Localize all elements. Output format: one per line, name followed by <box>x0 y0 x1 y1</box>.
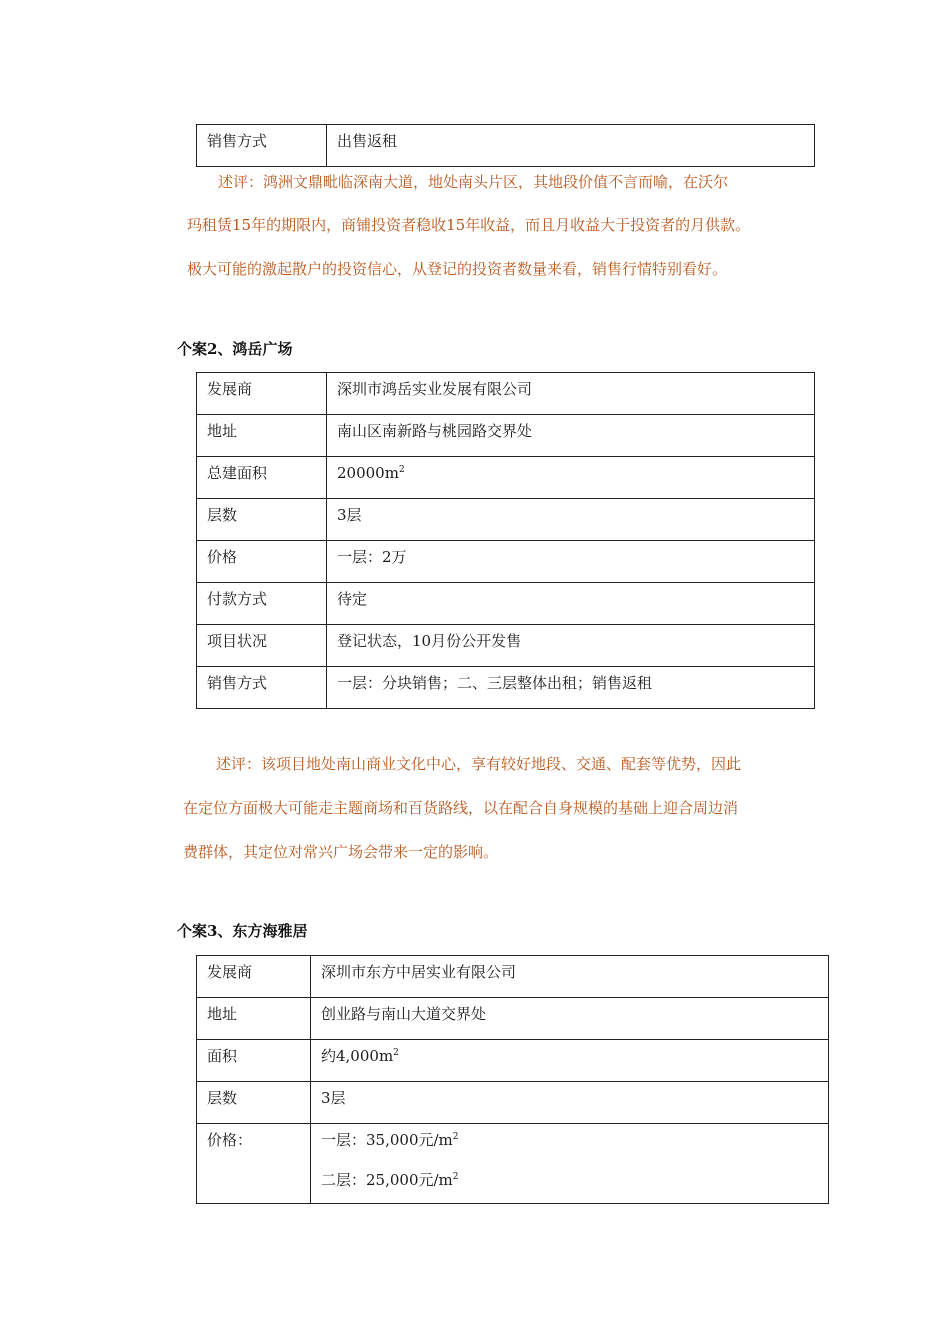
row-label: 地址 <box>197 415 327 457</box>
row-value: 南山区南新路与桃园路交界处 <box>327 415 815 457</box>
row-label: 发展商 <box>197 956 311 998</box>
row-value <box>311 1124 829 1204</box>
row-value: 深圳市鸿岳实业发展有限公司 <box>327 373 815 415</box>
case-2-table <box>196 372 815 709</box>
row-value: 深圳市东方中居实业有限公司 <box>311 956 829 998</box>
comment-line: 述评：该项目地处南山商业文化中心，享有较好地段、交通、配套等优势，因此 <box>216 755 742 773</box>
table-row <box>197 373 815 415</box>
table-row <box>197 457 815 499</box>
row-value: 一层：2万 <box>327 541 815 583</box>
row-label: 销售方式 <box>197 667 327 709</box>
table-row <box>197 583 815 625</box>
table-row <box>197 415 815 457</box>
row-value: 一层：分块销售；二、三层整体出租；销售返租 <box>327 667 815 709</box>
row-value <box>327 457 815 499</box>
case-3-table <box>196 955 829 1204</box>
sales-table-top <box>196 124 815 167</box>
row-label: 付款方式 <box>197 583 327 625</box>
table-row <box>197 1040 829 1082</box>
row-value: 待定 <box>327 583 815 625</box>
row-label: 项目状况 <box>197 625 327 667</box>
row-label: 价格 <box>197 541 327 583</box>
superscript: 2 <box>393 1048 399 1058</box>
comment-line: 述评：鸿洲文鼎毗临深南大道，地处南头片区，其地段价值不言而喻，在沃尔 <box>218 173 729 191</box>
case-3-heading: 个案3、东方海雅居 <box>177 922 308 940</box>
comment-line: 极大可能的激起散户的投资信心，从登记的投资者数量来看，销售行情特别看好。 <box>187 260 728 278</box>
comment-line: 玛租赁15年的期限内，商铺投资者稳收15年收益，而且月收益大于投资者的月供款。 <box>187 216 751 234</box>
table-row <box>197 998 829 1040</box>
table-row <box>197 499 815 541</box>
row-label: 层数 <box>197 1082 311 1124</box>
superscript: 2 <box>398 465 405 475</box>
row-value: 登记状态，10月份公开发售 <box>327 625 815 667</box>
row-label: 面积 <box>197 1040 311 1082</box>
row-value <box>311 1040 829 1082</box>
area-value: 约4,000m <box>321 1047 394 1065</box>
price-text: 一层：35,000元/m <box>321 1131 453 1149</box>
row-label: 层数 <box>197 499 327 541</box>
row-label: 地址 <box>197 998 311 1040</box>
row-value: 创业路与南山大道交界处 <box>311 998 829 1040</box>
comment-line: 费群体，其定位对常兴广场会带来一定的影响。 <box>183 843 499 861</box>
comment-line: 在定位方面极大可能走主题商场和百货路线，以在配合自身规模的基础上迎合周边消 <box>183 799 739 817</box>
row-label: 总建面积 <box>197 457 327 499</box>
row-value: 出售返租 <box>327 125 815 167</box>
row-label: 价格： <box>197 1124 311 1204</box>
superscript: 2 <box>452 1132 459 1142</box>
table-row <box>197 1124 829 1204</box>
table-row <box>197 125 815 167</box>
row-value: 3层 <box>311 1082 829 1124</box>
row-label: 销售方式 <box>197 125 327 167</box>
price-line-2 <box>321 1170 818 1190</box>
area-value: 20000m <box>337 464 399 482</box>
price-line-1 <box>321 1130 818 1150</box>
table-row <box>197 541 815 583</box>
table-row <box>197 1082 829 1124</box>
case-2-heading: 个案2、鸿岳广场 <box>177 340 293 358</box>
row-label: 发展商 <box>197 373 327 415</box>
table-row <box>197 667 815 709</box>
table-row <box>197 625 815 667</box>
row-value: 3层 <box>327 499 815 541</box>
superscript: 2 <box>452 1172 459 1182</box>
table-row <box>197 956 829 998</box>
price-text: 二层：25,000元/m <box>321 1171 453 1189</box>
